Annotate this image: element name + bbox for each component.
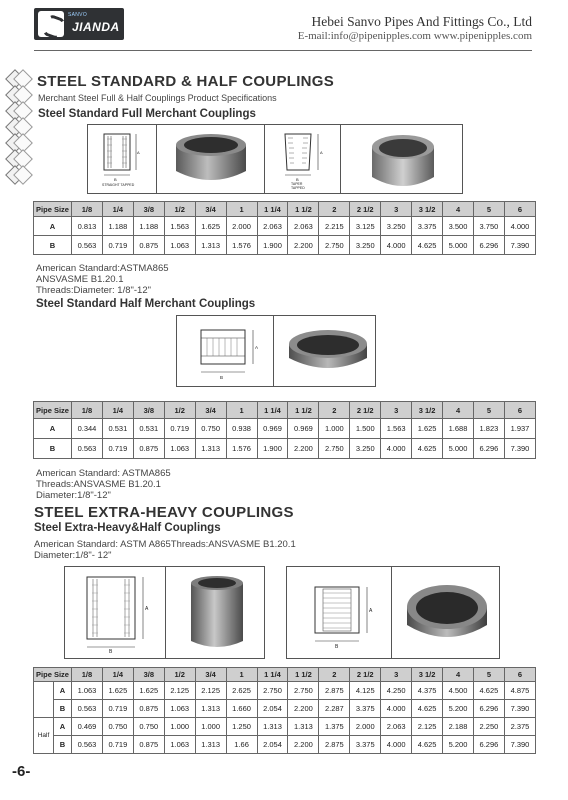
note-line: American Standard: ASTMA865 (36, 468, 171, 479)
table-cell: 1.000 (164, 718, 195, 736)
chevron-icon (0, 72, 30, 86)
header-cell: 1 1/2 (288, 402, 319, 419)
table-cell: 1.188 (102, 217, 133, 236)
half-coupling-figure (176, 315, 376, 387)
section-title: STEEL STANDARD & HALF COUPLINGS (37, 73, 335, 90)
table-cell: 2.125 (164, 682, 195, 700)
extra-heavy-table (33, 667, 536, 754)
table-cell: 7.390 (504, 736, 535, 754)
header-cell: 1/2 (164, 402, 195, 419)
table-cell: 4.625 (412, 439, 443, 459)
header-cell: 4 (443, 668, 474, 682)
extra-heavy-drawing (71, 573, 161, 655)
contact-info: E-mail:info@pipenipples.com www.pipenipples.com (297, 30, 532, 42)
table-cell: 0.563 (72, 736, 103, 754)
table-cell: 4.625 (412, 736, 443, 754)
table-cell: 3.375 (412, 217, 443, 236)
table-cell: 1.000 (195, 718, 226, 736)
header-cell: 1/4 (102, 402, 133, 419)
table-cell: 0.813 (72, 217, 103, 236)
table-cell: 0.563 (72, 700, 103, 718)
row-label: A (54, 718, 72, 736)
table-cell: 0.531 (102, 419, 133, 439)
table-cell: 2.063 (381, 718, 412, 736)
table-cell: 6.296 (473, 236, 504, 255)
table-cell: 1.625 (102, 682, 133, 700)
svg-text:B: B (296, 177, 299, 182)
table-cell: 4.125 (350, 682, 381, 700)
table-cell: 1.250 (226, 718, 257, 736)
full-couplings-heading: Steel Standard Full Merchant Couplings (38, 108, 256, 120)
header-cell: 5 (473, 668, 504, 682)
table-cell: 2.375 (504, 718, 535, 736)
table-cell: 1.063 (164, 736, 195, 754)
header-cell: 1 1/4 (257, 202, 288, 217)
table-cell: 7.390 (504, 700, 535, 718)
full-notes (36, 263, 169, 296)
company-name: Hebei Sanvo Pipes And Fittings Co., Ltd (311, 14, 532, 29)
table-cell: 0.531 (133, 419, 164, 439)
logo-mark-icon (38, 11, 64, 37)
table-cell: 4.250 (381, 682, 412, 700)
table-cell: 1.937 (504, 419, 535, 439)
table-cell: 7.390 (504, 439, 535, 459)
header-cell: 3/8 (133, 668, 164, 682)
table-cell: 3.250 (350, 439, 381, 459)
table-cell: 4.375 (412, 682, 443, 700)
table-header-row (34, 402, 536, 419)
full-coupling-figure (87, 124, 463, 194)
header-cell: 3 1/2 (412, 202, 443, 217)
section-title: STEEL EXTRA-HEAVY COUPLINGS (34, 504, 294, 521)
table-cell: 2.063 (288, 217, 319, 236)
chevron-icon (0, 104, 30, 118)
table-cell: 1.823 (473, 419, 504, 439)
table-row (34, 439, 536, 459)
header-cell: 1 1/4 (257, 668, 288, 682)
table-cell: 1.313 (195, 700, 226, 718)
table-cell: 0.719 (102, 236, 133, 255)
header-cell: 5 (473, 402, 504, 419)
table-cell: 5.200 (443, 700, 474, 718)
header-cell: 1/4 (102, 668, 133, 682)
header-cell: 2 1/2 (350, 202, 381, 217)
header-cell: Pipe Size (34, 402, 72, 419)
table-cell: 4.625 (473, 682, 504, 700)
header-cell: 1/8 (72, 402, 103, 419)
taper-coupling-photo (358, 129, 448, 191)
full-couplings-table (33, 201, 536, 255)
row-label: A (54, 682, 72, 700)
header-cell: 2 (319, 402, 350, 419)
row-label: A (34, 419, 72, 439)
table-row (34, 736, 536, 754)
extra-heavy-figure (64, 566, 265, 659)
table-cell: 3.750 (473, 217, 504, 236)
table-cell: 0.875 (133, 236, 164, 255)
header-divider (34, 50, 532, 51)
table-cell: 2.000 (226, 217, 257, 236)
table-cell: 1.313 (257, 718, 288, 736)
table-cell: 3.375 (350, 700, 381, 718)
table-cell: 5.200 (443, 736, 474, 754)
full-coupling-photo (172, 131, 250, 189)
table-cell: 1.66 (226, 736, 257, 754)
table-cell: 1.313 (195, 236, 226, 255)
chevron-icon (0, 120, 30, 134)
table-cell: 0.750 (195, 419, 226, 439)
header-cell: 3/8 (133, 202, 164, 217)
table-cell: 6.296 (473, 439, 504, 459)
table-cell: 2.200 (288, 236, 319, 255)
table-cell: 1.688 (443, 419, 474, 439)
table-cell: 0.875 (133, 439, 164, 459)
table-cell: 4.000 (381, 236, 412, 255)
table-cell: 2.750 (319, 439, 350, 459)
header-cell: 3 (381, 202, 412, 217)
table-cell: 1.063 (164, 236, 195, 255)
table-cell: 2.063 (257, 217, 288, 236)
header-cell: 3 (381, 402, 412, 419)
table-cell: 2.875 (319, 682, 350, 700)
table-cell: 5.000 (443, 439, 474, 459)
table-cell: 1.188 (133, 217, 164, 236)
svg-text:A: A (255, 345, 259, 350)
table-cell: 4.500 (443, 682, 474, 700)
half-couplings-heading: Steel Standard Half Merchant Couplings (36, 298, 256, 310)
table-cell: 2.200 (288, 439, 319, 459)
table-cell: 4.000 (381, 736, 412, 754)
svg-text:A: A (145, 606, 149, 612)
svg-text:B: B (109, 649, 113, 655)
header-cell: 1/2 (164, 668, 195, 682)
table-cell: 2.200 (288, 736, 319, 754)
table-cell: 1.576 (226, 236, 257, 255)
table-cell: 0.875 (133, 700, 164, 718)
header-cell: 6 (504, 668, 535, 682)
header-cell: 1 1/4 (257, 402, 288, 419)
svg-text:A: A (137, 150, 140, 155)
table-cell: 1.625 (412, 419, 443, 439)
straight-tapped-label: STRAIGHT TAPPED (102, 183, 135, 187)
note-line: American Standard: ASTM A865Threads:ANSVASME B1.20.1 (34, 539, 296, 550)
header-cell: 3 1/2 (412, 668, 443, 682)
company-logo (34, 8, 124, 40)
table-cell: 4.000 (381, 700, 412, 718)
table-cell: 2.750 (288, 682, 319, 700)
table-row (34, 419, 536, 439)
table-cell: 2.125 (195, 682, 226, 700)
table-cell: 1.375 (319, 718, 350, 736)
table-cell: 1.576 (226, 439, 257, 459)
table-cell: 0.469 (72, 718, 103, 736)
table-cell: 2.000 (350, 718, 381, 736)
table-cell: 1.900 (257, 439, 288, 459)
table-cell: 1.063 (72, 682, 103, 700)
table-cell: 6.296 (473, 736, 504, 754)
table-cell: 1.900 (257, 236, 288, 255)
logo-name: JIANDA (72, 20, 120, 34)
header-cell: Pipe Size (34, 202, 72, 217)
table-cell: 1.313 (195, 439, 226, 459)
table-cell: 2.750 (319, 236, 350, 255)
header-cell: Pipe Size (34, 668, 72, 682)
row-label: B (54, 700, 72, 718)
table-cell: 1.625 (133, 682, 164, 700)
table-cell: 3.125 (350, 217, 381, 236)
header-cell: 3/8 (133, 402, 164, 419)
half-couplings-table (33, 401, 536, 459)
row-label: B (34, 439, 72, 459)
section-subtitle: Merchant Steel Full & Half Couplings Product Specifications (38, 93, 277, 103)
group-label: Half (34, 718, 54, 754)
header-cell: 1 (226, 202, 257, 217)
chevron-icon (0, 136, 30, 150)
table-cell: 2.125 (412, 718, 443, 736)
table-cell: 3.250 (350, 236, 381, 255)
table-cell: 4.000 (504, 217, 535, 236)
chevron-icon (0, 88, 30, 102)
table-cell: 0.750 (133, 718, 164, 736)
table-cell: 2.250 (473, 718, 504, 736)
extra-heavy-photo (175, 571, 259, 657)
group-cell (34, 682, 54, 718)
table-cell: 0.719 (102, 736, 133, 754)
note-line: Threads:ANSVASME B1.20.1 (36, 479, 161, 490)
table-cell: 0.875 (133, 736, 164, 754)
table-row (34, 718, 536, 736)
table-cell: 0.563 (72, 439, 103, 459)
header-cell: 2 1/2 (350, 668, 381, 682)
table-cell: 0.563 (72, 236, 103, 255)
extra-heavy-heading: Steel Extra-Heavy&Half Couplings (34, 522, 221, 534)
svg-text:A: A (369, 608, 373, 614)
table-cell: 0.969 (288, 419, 319, 439)
table-cell: 1.500 (350, 419, 381, 439)
page-number: -6- (12, 763, 31, 780)
header-cell: 2 (319, 668, 350, 682)
table-row (34, 236, 536, 255)
header-cell: 1 (226, 402, 257, 419)
table-cell: 1.063 (164, 439, 195, 459)
row-label: A (34, 217, 72, 236)
table-cell: 0.719 (164, 419, 195, 439)
table-cell: 3.500 (443, 217, 474, 236)
table-cell: 0.719 (102, 439, 133, 459)
taper-tapped-label: TAPER TAPPED (291, 182, 305, 190)
table-header-row (34, 202, 536, 217)
header-cell: 1 1/2 (288, 202, 319, 217)
svg-text:A: A (320, 150, 323, 155)
table-cell: 1.313 (288, 718, 319, 736)
table-header-row (34, 668, 536, 682)
table-cell: 3.250 (381, 217, 412, 236)
header-cell: 6 (504, 402, 535, 419)
header-cell: 1 1/2 (288, 668, 319, 682)
table-cell: 0.750 (102, 718, 133, 736)
header-cell: 2 1/2 (350, 402, 381, 419)
svg-text:B: B (114, 177, 117, 182)
half-notes (36, 468, 171, 501)
note-line: ANSVASME B1.20.1 (36, 274, 124, 285)
header-cell: 5 (473, 202, 504, 217)
table-cell: 0.969 (257, 419, 288, 439)
table-cell: 2.625 (226, 682, 257, 700)
table-cell: 1.063 (164, 700, 195, 718)
table-cell: 4.875 (504, 682, 535, 700)
note-line: Diameter:1/8"- 12" (34, 550, 112, 561)
header-cell: 3 (381, 668, 412, 682)
header-cell: 1/8 (72, 202, 103, 217)
table-cell: 2.750 (257, 682, 288, 700)
chevron-icon (0, 168, 30, 182)
table-row (34, 217, 536, 236)
table-cell: 2.188 (443, 718, 474, 736)
table-cell: 2.200 (288, 700, 319, 718)
table-cell: 1.000 (319, 419, 350, 439)
extra-heavy-half-drawing (295, 573, 387, 655)
table-cell: 2.875 (319, 736, 350, 754)
table-cell: 2.054 (257, 736, 288, 754)
table-cell: 1.625 (195, 217, 226, 236)
table-cell: 4.625 (412, 236, 443, 255)
table-cell: 0.344 (72, 419, 103, 439)
extra-heavy-half-photo (399, 573, 495, 655)
header-cell: 4 (443, 402, 474, 419)
row-label: B (54, 736, 72, 754)
table-row (34, 682, 536, 700)
table-cell: 1.660 (226, 700, 257, 718)
table-cell: 3.375 (350, 736, 381, 754)
header-cell: 3/4 (195, 402, 226, 419)
half-coupling-photo (285, 322, 371, 382)
header-cell: 1/4 (102, 202, 133, 217)
table-cell: 7.390 (504, 236, 535, 255)
table-cell: 1.563 (381, 419, 412, 439)
header-cell: 6 (504, 202, 535, 217)
table-cell: 2.215 (319, 217, 350, 236)
table-cell: 0.938 (226, 419, 257, 439)
half-coupling-drawing (187, 322, 267, 382)
note-line: Diameter:1/8"-12" (36, 490, 111, 501)
table-cell: 4.000 (381, 439, 412, 459)
table-cell: 6.296 (473, 700, 504, 718)
table-row (34, 700, 536, 718)
header-cell: 4 (443, 202, 474, 217)
extra-heavy-half-figure (286, 566, 500, 659)
header-cell: 2 (319, 202, 350, 217)
table-cell: 5.000 (443, 236, 474, 255)
chevron-icon (0, 152, 30, 166)
logo-tag: SANVO (68, 12, 88, 18)
table-cell: 2.287 (319, 700, 350, 718)
header-cell: 1/8 (72, 668, 103, 682)
note-line: American Standard:ASTMA865 (36, 263, 169, 274)
header-cell: 3 1/2 (412, 402, 443, 419)
table-cell: 2.054 (257, 700, 288, 718)
table-cell: 1.563 (164, 217, 195, 236)
header-cell: 1/2 (164, 202, 195, 217)
row-label: B (34, 236, 72, 255)
svg-text:B: B (220, 375, 224, 380)
note-line: Threads:Diameter: 1/8"-12" (36, 285, 151, 296)
header-cell: 1 (226, 668, 257, 682)
header-cell: 3/4 (195, 668, 226, 682)
table-cell: 1.313 (195, 736, 226, 754)
extra-heavy-notes (34, 539, 296, 561)
table-cell: 4.625 (412, 700, 443, 718)
svg-text:B: B (335, 644, 339, 650)
table-cell: 0.719 (102, 700, 133, 718)
header-cell: 3/4 (195, 202, 226, 217)
